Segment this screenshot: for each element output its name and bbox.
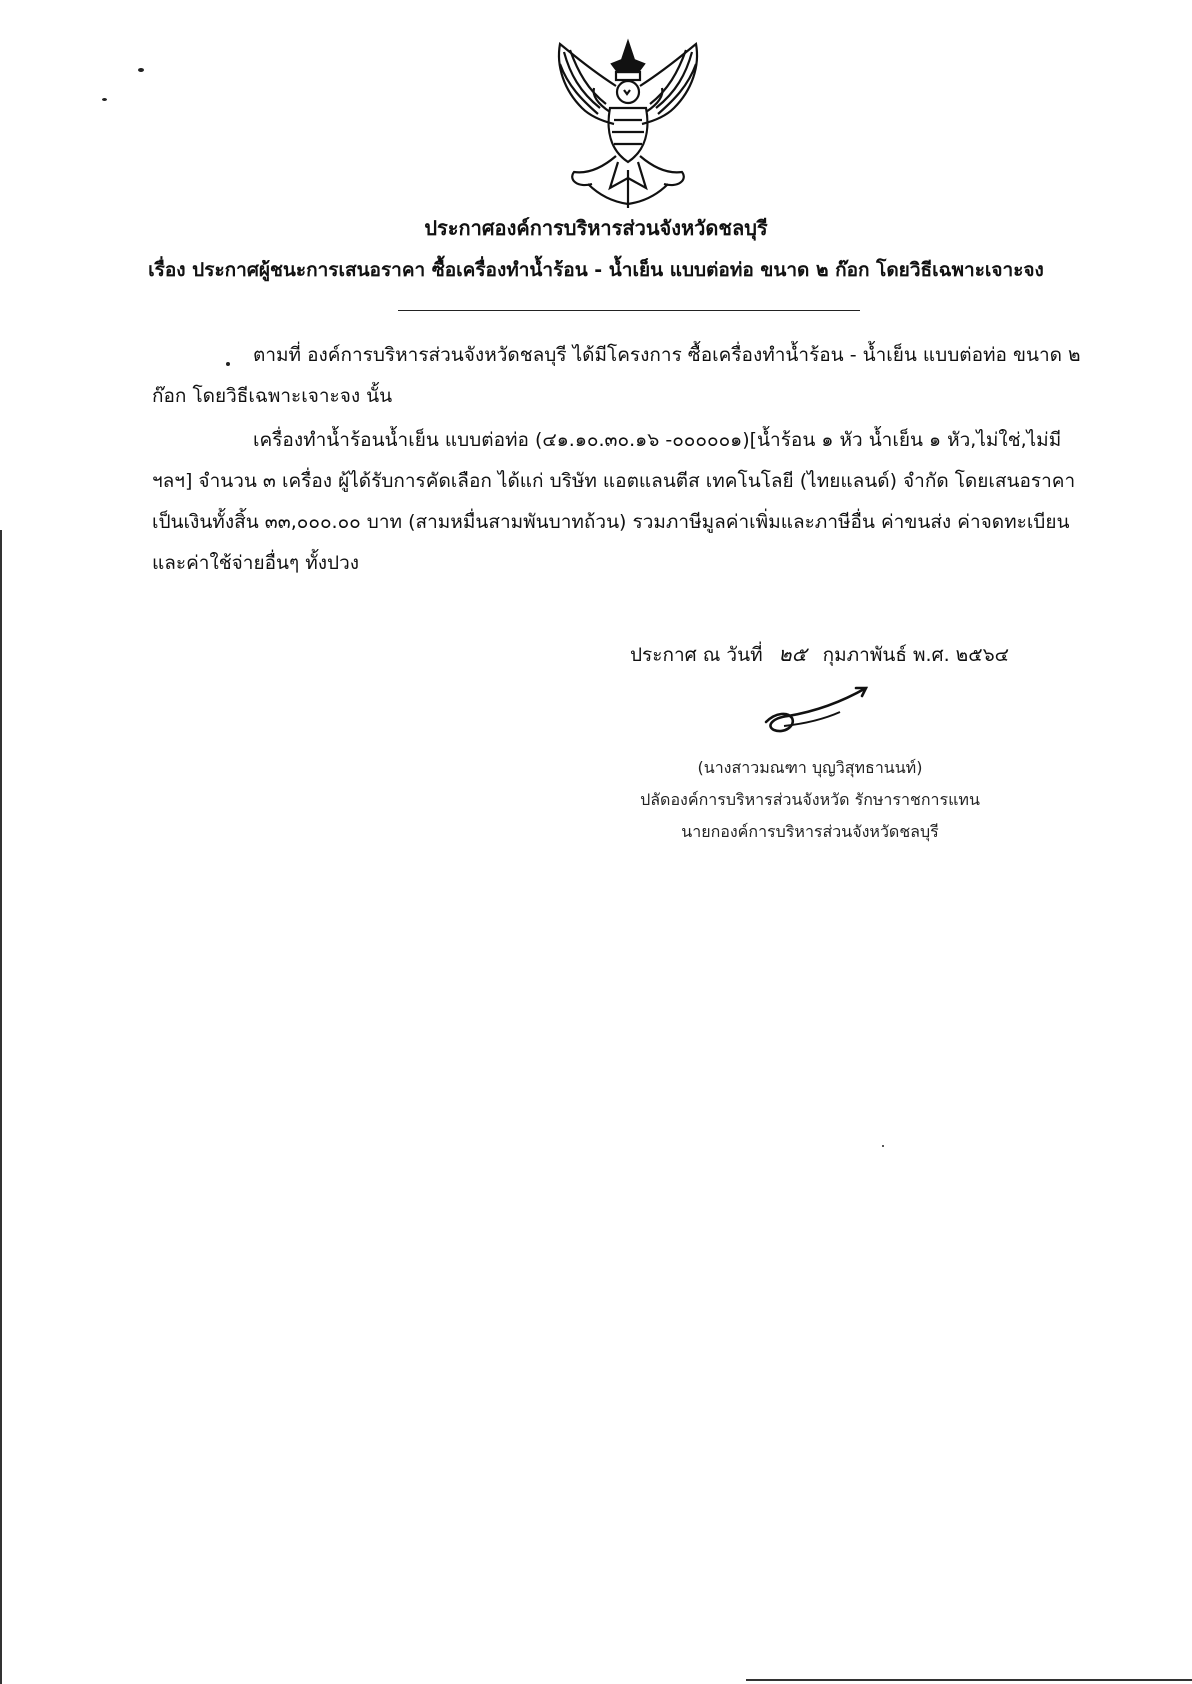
- announcement-date: [630, 638, 1009, 670]
- date-month-year: กุมภาพันธ์ พ.ศ. ๒๕๖๔: [822, 644, 1010, 666]
- date-prefix: ประกาศ ณ วันที่: [630, 644, 763, 666]
- document-subject: เรื่อง ประกาศผู้ชนะการเสนอราคา ซื้อเครื่องทำน้ำร้อน - น้ำเย็น แบบต่อท่อ ขนาด ๒ ก๊อก โดยวิธีเฉพาะเจาะจง: [148, 259, 1044, 281]
- scan-speck: [138, 68, 144, 72]
- title-divider: [398, 310, 860, 311]
- body-paragraph-2: เครื่องทำน้ำร้อนน้ำเย็น แบบต่อท่อ (๔๑.๑๐.๓๐.๑๖ -๐๐๐๐๐๑)[น้ำร้อน ๑ หัว น้ำเย็น ๑ หัว,ไม่ใช่,ไม่มี ฯลฯ] จำนวน ๓ เครื่อง ผู้ได้รับการคัดเลือก ได้แก่ บริษัท แอตแลนตีส เทคโนโลยี (ไทยแลนด์) จำกัด โดยเสนอราคาเป็นเงินทั้งสิ้น ๓๓,๐๐๐.๐๐ บาท (สามหมื่นสามพันบาทถ้วน) รวมภาษีมูลค่าเพิ่มและภาษีอื่น ค่าขนส่ง ค่าจดทะเบียน และค่าใช้จ่ายอื่นๆ ทั้งปวง: [152, 429, 1076, 574]
- garuda-emblem-icon: [548, 38, 708, 210]
- signatory-block: [610, 752, 1010, 848]
- handwritten-day: ๒๕: [778, 642, 807, 666]
- signatory-name: (นางสาวมณฑา บุญวิสุทธานนท์): [697, 758, 923, 777]
- body-paragraph-1: ตามที่ องค์การบริหารส่วนจังหวัดชลบุรี ได้มีโครงการ ซื้อเครื่องทำน้ำร้อน - น้ำเย็น แบบต่อท่อ ขนาด ๒ ก๊อก โดยวิธีเฉพาะเจาะจง นั้น: [152, 344, 1081, 407]
- signatory-position-1: ปลัดองค์การบริหารส่วนจังหวัด รักษาราชการแทน: [640, 790, 980, 809]
- scan-edge-line: [0, 530, 2, 1684]
- signatory-position-2: นายกองค์การบริหารส่วนจังหวัดชลบุรี: [681, 822, 939, 841]
- scan-speck: [882, 1145, 884, 1147]
- scan-speck: [226, 362, 230, 366]
- handwritten-signature: [762, 682, 872, 738]
- document-title: ประกาศองค์การบริหารส่วนจังหวัดชลบุรี: [424, 216, 768, 240]
- scan-speck: [102, 98, 107, 101]
- scan-bottom-line: [746, 1679, 1192, 1681]
